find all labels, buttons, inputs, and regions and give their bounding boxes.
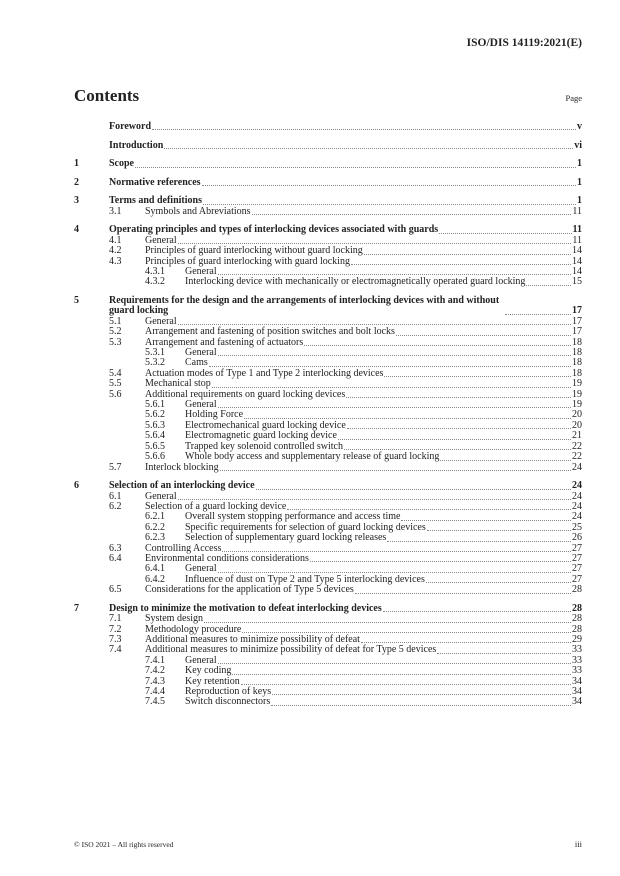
dot-leader	[304, 345, 571, 346]
toc-entry-page: 1	[577, 158, 582, 170]
dot-leader	[440, 460, 571, 461]
toc-entry-page: 18	[572, 336, 582, 348]
toc-entry-number: 5.5	[109, 378, 122, 390]
toc-entry-title: Interlocking device with mechanically or electromagnetically operated guard locking	[185, 276, 526, 288]
dot-leader	[218, 663, 571, 664]
toc-entry-page: 28	[572, 613, 582, 625]
toc-entry[interactable]	[74, 585, 582, 595]
dot-leader	[427, 530, 571, 531]
toc-entry-content	[109, 159, 582, 169]
dot-leader	[361, 642, 571, 643]
toc-entry-page: 34	[572, 686, 582, 697]
toc-entry-title: Key coding	[185, 665, 232, 677]
toc-entry-number: 5.4	[109, 367, 122, 379]
toc-entry-title: Principles of guard interlocking without guard locking	[145, 245, 363, 257]
toc-entry-title: Trapped key solenoid controlled switch	[185, 440, 343, 452]
toc-entry-number: 5.1	[109, 315, 122, 327]
toc-entry-number: 2	[74, 176, 79, 188]
document-id-header: ISO/DIS 14119:2021(E)	[466, 37, 582, 49]
dot-leader	[244, 418, 571, 419]
dot-leader	[271, 705, 571, 706]
toc-entry-title: Requirements for the design and the arrangements of interlocking devices with and without guard locking	[109, 295, 500, 317]
copyright-footer: © ISO 2021 – All rights reserved	[74, 840, 174, 849]
toc-entry-page: 27	[572, 573, 582, 585]
toc-entry-title: General	[185, 563, 217, 575]
toc-entry-page: v	[577, 121, 582, 132]
toc-entry[interactable]	[74, 296, 582, 317]
toc-entry-content	[145, 207, 582, 217]
toc-entry-page: 24	[572, 480, 582, 492]
toc-entry-title: Normative references	[109, 176, 201, 188]
toc-entry-page: 1	[577, 195, 582, 207]
toc-entry-number: 4.1	[109, 234, 122, 246]
toc-entry-page: 11	[572, 224, 582, 236]
toc-entry-page: 18	[572, 347, 582, 359]
toc-entry-number: 5.3.1	[145, 347, 165, 359]
dot-leader	[384, 376, 571, 377]
toc-entry-number: 6.2.2	[145, 521, 165, 533]
toc-entry-page: 27	[572, 542, 582, 554]
toc-entry-page: 20	[572, 409, 582, 421]
toc-entry[interactable]	[74, 614, 582, 624]
toc-entry-content	[109, 178, 582, 188]
dot-leader	[272, 694, 571, 695]
toc-entry-title: Symbols and Abreviations	[145, 205, 251, 217]
toc-entry-number: 4.3.1	[145, 266, 165, 277]
dot-leader	[218, 572, 571, 573]
toc-entry-number: 5	[74, 295, 79, 306]
toc-entry-number: 4.2	[109, 245, 122, 257]
toc-entry-number: 6.3	[109, 542, 122, 554]
toc-entry-number: 7.2	[109, 623, 122, 635]
dot-leader	[241, 684, 571, 685]
toc-entry-page: 1	[577, 176, 582, 188]
toc-entry-number: 7.4.2	[145, 665, 165, 677]
toc-entry-content	[109, 296, 582, 317]
toc-entry-number: 6.2.1	[145, 511, 165, 523]
toc-entry-content	[109, 141, 582, 151]
toc-entry-number: 5.6.4	[145, 430, 165, 442]
dot-leader	[178, 499, 571, 500]
toc-entry-title: Considerations for the application of Type 5 devices	[145, 584, 354, 596]
dot-leader	[212, 387, 571, 388]
toc-entry-title: Additional measures to minimize possibility of defeat for Type 5 devices	[145, 644, 437, 656]
toc-entry-page: 17	[572, 305, 582, 317]
toc-entry-title: Key retention	[185, 675, 240, 687]
toc-entry-page: 34	[572, 696, 582, 708]
toc-entry-content	[145, 463, 582, 473]
toc-entry-title: Environmental conditions considerations	[145, 552, 309, 564]
toc-entry-page: 17	[572, 315, 582, 327]
toc-entry-title: Principles of guard interlocking with guard locking	[145, 255, 350, 267]
toc-entry-page: 27	[572, 563, 582, 575]
toc-entry-content	[109, 225, 582, 235]
toc-entry-title: General	[145, 490, 177, 502]
toc-entry-title: General	[145, 315, 177, 327]
toc-entry-number: 6.2	[109, 500, 122, 512]
toc-entry-page: 33	[572, 654, 582, 666]
dot-leader	[347, 428, 571, 429]
toc-entry-title: General	[185, 347, 217, 359]
toc-entry-title: General	[185, 266, 217, 277]
toc-entry-number: 6.1	[109, 490, 122, 502]
toc-entry-title: Additional measures to minimize possibility of defeat	[145, 633, 360, 645]
toc-entry-page: 15	[572, 276, 582, 288]
toc-entry[interactable]	[74, 277, 582, 287]
toc-entry-number: 6	[74, 480, 79, 492]
toc-entry-page: 18	[572, 367, 582, 379]
toc-entry-number: 6.4.2	[145, 573, 165, 585]
dot-leader	[252, 214, 572, 215]
table-of-contents	[74, 122, 582, 708]
toc-entry-title: Methodology procedure	[145, 623, 242, 635]
toc-entry[interactable]	[74, 533, 582, 543]
toc-entry-title: Holding Force	[185, 409, 244, 421]
toc-entry-title: Selection of a guard locking device	[145, 500, 287, 512]
toc-entry-title: Operating principles and types of interlocking devices associated with guards	[109, 224, 439, 236]
toc-entry-number: 5.2	[109, 326, 122, 338]
toc-entry-number: 5.7	[109, 461, 122, 473]
toc-entry-title: Electromechanical guard locking device	[185, 419, 346, 431]
toc-entry-number: 6.5	[109, 584, 122, 596]
toc-entry-page: 11	[572, 205, 582, 217]
dot-leader	[152, 129, 576, 130]
toc-entry-page: vi	[574, 139, 582, 151]
dot-leader	[164, 148, 573, 149]
toc-entry-content	[185, 400, 582, 410]
toc-entry-number: 6.2.3	[145, 532, 165, 544]
dot-leader	[220, 470, 571, 471]
toc-entry-page: 17	[572, 326, 582, 338]
dot-leader	[396, 335, 571, 336]
toc-entry-page: 24	[572, 511, 582, 523]
page-column-label: Page	[565, 93, 582, 103]
page-number: iii	[574, 839, 582, 849]
toc-entry-title: Additional requirements on guard locking devices	[145, 388, 346, 400]
toc-entry-title: Selection of an interlocking device	[109, 480, 255, 492]
toc-entry-page: 21	[572, 430, 582, 442]
toc-entry-content	[185, 533, 582, 543]
toc-entry-number: 3.1	[109, 205, 122, 217]
toc-entry-number: 5.3.2	[145, 357, 165, 369]
toc-entry-content	[185, 348, 582, 358]
toc-entry-page: 19	[572, 378, 582, 390]
dot-leader	[232, 674, 571, 675]
toc-entry-number: 1	[74, 158, 79, 170]
dot-leader	[135, 167, 576, 168]
toc-entry-page: 33	[572, 644, 582, 656]
toc-entry-number: 5.6	[109, 388, 122, 400]
toc-entry-page: 27	[572, 552, 582, 564]
toc-entry-title: Electromagnetic guard locking device	[185, 430, 337, 442]
toc-entry[interactable]	[74, 141, 582, 151]
toc-entry-page: 28	[572, 584, 582, 596]
dot-leader	[344, 449, 571, 450]
toc-entry-content	[185, 697, 582, 707]
toc-entry-number: 7.4.3	[145, 675, 165, 687]
toc-entry-title: Arrangement and fastening of position switches and bolt locks	[145, 326, 395, 338]
toc-entry-number: 5.6.2	[145, 409, 165, 421]
toc-entry-title: Influence of dust on Type 2 and Type 5 interlocking devices	[185, 573, 425, 585]
toc-entry-page: 26	[572, 532, 582, 544]
toc-entry-title: Overall system stopping performance and access time	[185, 511, 401, 523]
toc-entry-content	[185, 666, 582, 676]
dot-leader	[218, 407, 571, 408]
dot-leader	[338, 439, 571, 440]
toc-entry-title: Introduction	[109, 139, 164, 151]
dot-leader	[256, 489, 571, 490]
toc-entry-page: 34	[572, 675, 582, 687]
toc-entry-number: 4	[74, 224, 79, 236]
contents-title: Contents	[74, 86, 140, 105]
toc-entry-number: 5.6.5	[145, 440, 165, 452]
dot-leader	[355, 593, 571, 594]
toc-entry-number: 7.4.4	[145, 686, 165, 697]
dot-leader	[242, 632, 571, 633]
dot-leader	[437, 653, 571, 654]
dot-leader	[222, 551, 571, 552]
toc-entry-title: General	[145, 234, 177, 246]
toc-entry-number: 7.4.5	[145, 696, 165, 708]
toc-entry-number: 6.4	[109, 552, 122, 564]
toc-entry-page: 24	[572, 461, 582, 473]
dot-leader	[387, 541, 571, 542]
toc-entry-title: Controlling Access	[145, 542, 222, 554]
toc-entry-number: 5.3	[109, 336, 122, 348]
toc-entry-number: 7	[74, 602, 79, 614]
toc-entry-title: Whole body access and supplementary release of guard locking	[185, 451, 440, 463]
dot-leader	[218, 355, 571, 356]
toc-entry-title: Design to minimize the motivation to defeat interlocking devices	[109, 602, 382, 614]
dot-leader	[178, 243, 572, 244]
toc-entry[interactable]	[74, 178, 582, 188]
toc-entry-page: 14	[572, 255, 582, 267]
dot-leader	[426, 582, 571, 583]
toc-entry-content	[145, 614, 582, 624]
toc-entry-title: Foreword	[109, 121, 152, 132]
dot-leader	[351, 264, 571, 265]
toc-entry[interactable]	[74, 452, 582, 462]
toc-entry-title: Interlock blocking	[145, 461, 219, 473]
toc-entry-number: 5.6.1	[145, 399, 165, 411]
dot-leader	[401, 520, 571, 521]
toc-entry[interactable]	[74, 122, 582, 132]
toc-entry-title: System design	[145, 613, 204, 625]
toc-entry-page: 24	[572, 490, 582, 502]
toc-entry-page: 24	[572, 500, 582, 512]
toc-entry-title: Switch disconnectors	[185, 696, 271, 708]
toc-entry-title: General	[185, 654, 217, 666]
toc-entry-number: 4.3	[109, 255, 122, 267]
toc-entry-number: 3	[74, 195, 79, 207]
dot-leader	[364, 254, 571, 255]
toc-entry-title: Arrangement and fastening of actuators	[145, 336, 304, 348]
toc-entry-title: Selection of supplementary guard locking releases	[185, 532, 387, 544]
toc-entry-page: 14	[572, 266, 582, 277]
toc-entry-page: 28	[572, 602, 582, 614]
toc-entry-page: 29	[572, 633, 582, 645]
dot-leader	[526, 285, 571, 286]
toc-entry-content	[185, 277, 582, 287]
dot-leader	[310, 561, 571, 562]
toc-entry-number: 5.6.3	[145, 419, 165, 431]
toc-entry-title: Reproduction of keys	[185, 686, 272, 697]
toc-entry-page: 25	[572, 521, 582, 533]
toc-entry-number: 5.6.6	[145, 451, 165, 463]
dot-leader	[218, 274, 571, 275]
toc-entry-page: 18	[572, 357, 582, 369]
dot-leader	[505, 314, 571, 315]
toc-entry-number: 7.4.1	[145, 654, 165, 666]
dot-leader	[383, 611, 571, 612]
toc-entry-number: 7.1	[109, 613, 122, 625]
toc-entry-title: Actuation modes of Type 1 and Type 2 interlocking devices	[145, 367, 384, 379]
toc-entry-number	[74, 141, 109, 151]
toc-entry-page: 28	[572, 623, 582, 635]
toc-entry-content	[185, 656, 582, 666]
dot-leader	[439, 233, 571, 234]
toc-entry-title: Terms and definitions	[109, 195, 202, 207]
toc-entry-page: 19	[572, 399, 582, 411]
toc-entry[interactable]	[74, 463, 582, 473]
toc-entry-number	[74, 122, 109, 132]
toc-entry-page: 11	[572, 234, 582, 246]
dot-leader	[203, 204, 576, 205]
dot-leader	[178, 324, 571, 325]
toc-entry-number: 4.3.2	[145, 276, 165, 288]
dot-leader	[202, 185, 576, 186]
toc-entry-number: 7.3	[109, 633, 122, 645]
toc-entry[interactable]	[74, 481, 582, 491]
toc-entry-content	[109, 481, 582, 491]
toc-entry-content	[109, 122, 582, 132]
toc-entry-title: General	[185, 399, 217, 411]
dot-leader	[287, 509, 571, 510]
toc-entry-page: 33	[572, 665, 582, 677]
toc-entry-number: 7.4	[109, 644, 122, 656]
dot-leader	[204, 622, 571, 623]
toc-entry[interactable]	[74, 697, 582, 707]
toc-entry-content	[145, 585, 582, 595]
toc-entry-title: Mechanical stop	[145, 378, 211, 390]
toc-entry-page: 19	[572, 388, 582, 400]
dot-leader	[209, 366, 571, 367]
toc-entry-page: 22	[572, 451, 582, 463]
dot-leader	[346, 397, 571, 398]
toc-entry-title: Cams	[185, 357, 208, 369]
toc-entry-title: Scope	[109, 158, 134, 170]
toc-entry[interactable]	[74, 159, 582, 169]
toc-entry-title: Specific requirements for selection of guard locking devices	[185, 521, 426, 533]
toc-entry-page: 14	[572, 245, 582, 257]
toc-entry[interactable]	[74, 207, 582, 217]
toc-entry-number: 6.4.1	[145, 563, 165, 575]
toc-entry-page: 22	[572, 440, 582, 452]
toc-entry-page: 20	[572, 419, 582, 431]
toc-entry-content	[185, 452, 582, 462]
